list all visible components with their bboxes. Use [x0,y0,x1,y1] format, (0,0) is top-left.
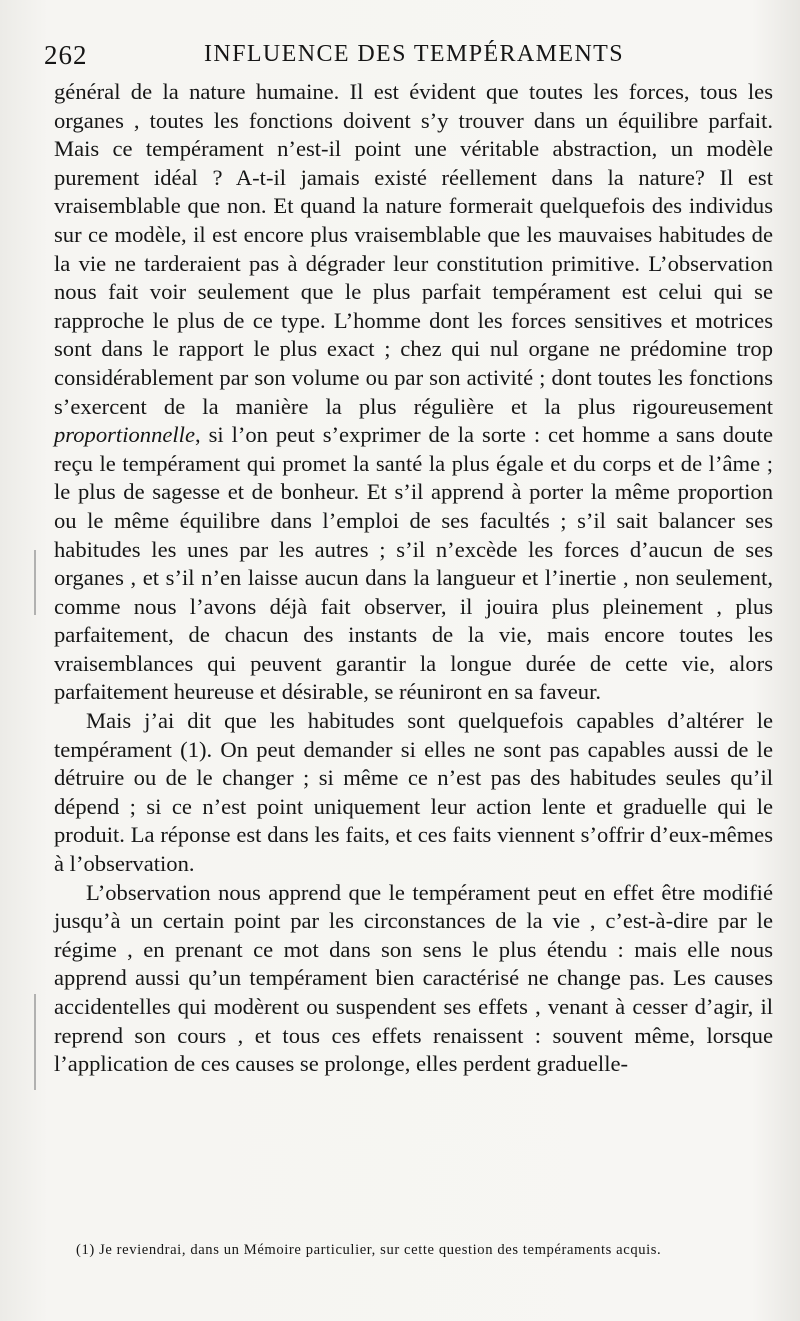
paragraph-observation-temperament: L’observation nous apprend que le tempérament peut en effet être modifié jusqu’à un certain point par les circonstances de la vie , c’est-à-dire par le régime , en prenant ce mot dans son sens le plus étendu : mais elle nous apprend aussi qu’un tempérament bien caractérisé ne change pas. Les causes accidentelles qui modèrent ou suspendent ses effets , venant à cesser d’agir, il reprend son cours , et tous ces effets renaissent : souvent même, lorsque l’application de ces causes se prolonge, elles perdent graduelle- [54,879,773,1077]
margin-pencil-mark [34,550,36,615]
paragraph-temperament-balance [54,78,773,707]
margin-pencil-mark-lower [34,994,36,1090]
page-number: 262 [44,40,88,70]
page-body-text [54,78,773,1079]
italic-proportionnelle: proportionnelle [54,422,195,448]
paragraph-habits-alter-temperament: Mais j’ai dit que les habitudes sont quelquefois capables d’altérer le tempérament (1). On peut demander si elles ne sont pas capables aussi de le détruire ou de le changer ; si même ce n’est pas des habitudes seules qu’il dépend ; si ce n’est point uniquement leur action lente et graduelle qui le produit. La réponse est dans les faits, et ces faits viennent s’offrir d’eux-mêmes à l’observation. [54,708,773,877]
page-header [44,40,760,74]
running-head: INFLUENCE DES TEMPÉRAMENTS [204,41,624,67]
paragraph-1-text-end: , si l’on peut s’exprimer de la sorte : cet homme a sans doute reçu le tempérament qui promet la santé la plus égale et du corps et de l’âme ; le plus de sagesse et de bonheur. Et s’il apprend à porter la même proportion ou le même équilibre dans l’emploi de ses facultés ; s’il sait balancer ses habitudes les unes par les autres ; s’il n’excède les forces d’aucun de ses organes , et s’il n’en laisse aucun dans la langueur et l’inertie , non seulement, comme nous l’avons déjà fait observer, il jouira plus pleinement , plus parfaitement, de chacun des instants de la vie, mais encore toutes les vraisemblances qui peuvent garantir la longue durée de cette vie, alors parfaitement heureuse et désirable, se réuniront en sa faveur. [54,422,773,705]
paragraph-1-text-start: général de la nature humaine. Il est évident que toutes les forces, tous les organes , toutes les fonctions doivent s’y trouver dans un équilibre parfait. Mais ce tempérament n’est-il point une véritable abstraction, un modèle purement idéal ? A-t-il jamais existé réellement dans la nature? Il est vraisemblable que non. Et quand la nature formerait quelquefois des individus sur ce modèle, il est encore plus vraisemblable que les mauvaises habitudes de la vie ne tarderaient pas à dégrader leur constitution primitive. L’observation nous fait voir seulement que le plus parfait tempérament est celui qui se rapproche le plus de ce type. L’homme dont les forces sensitives et motrices sont dans le rapport le plus exact ; chez qui nul organe ne prédomine trop considérablement par son volume ou par son activité ; dont toutes les fonctions s’exercent de la manière la plus régulière et la plus rigoureusement [54,79,773,419]
footnote: (1) Je reviendrai, dans un Mémoire particulier, sur cette question des tempéraments acquis. [76,1242,662,1258]
